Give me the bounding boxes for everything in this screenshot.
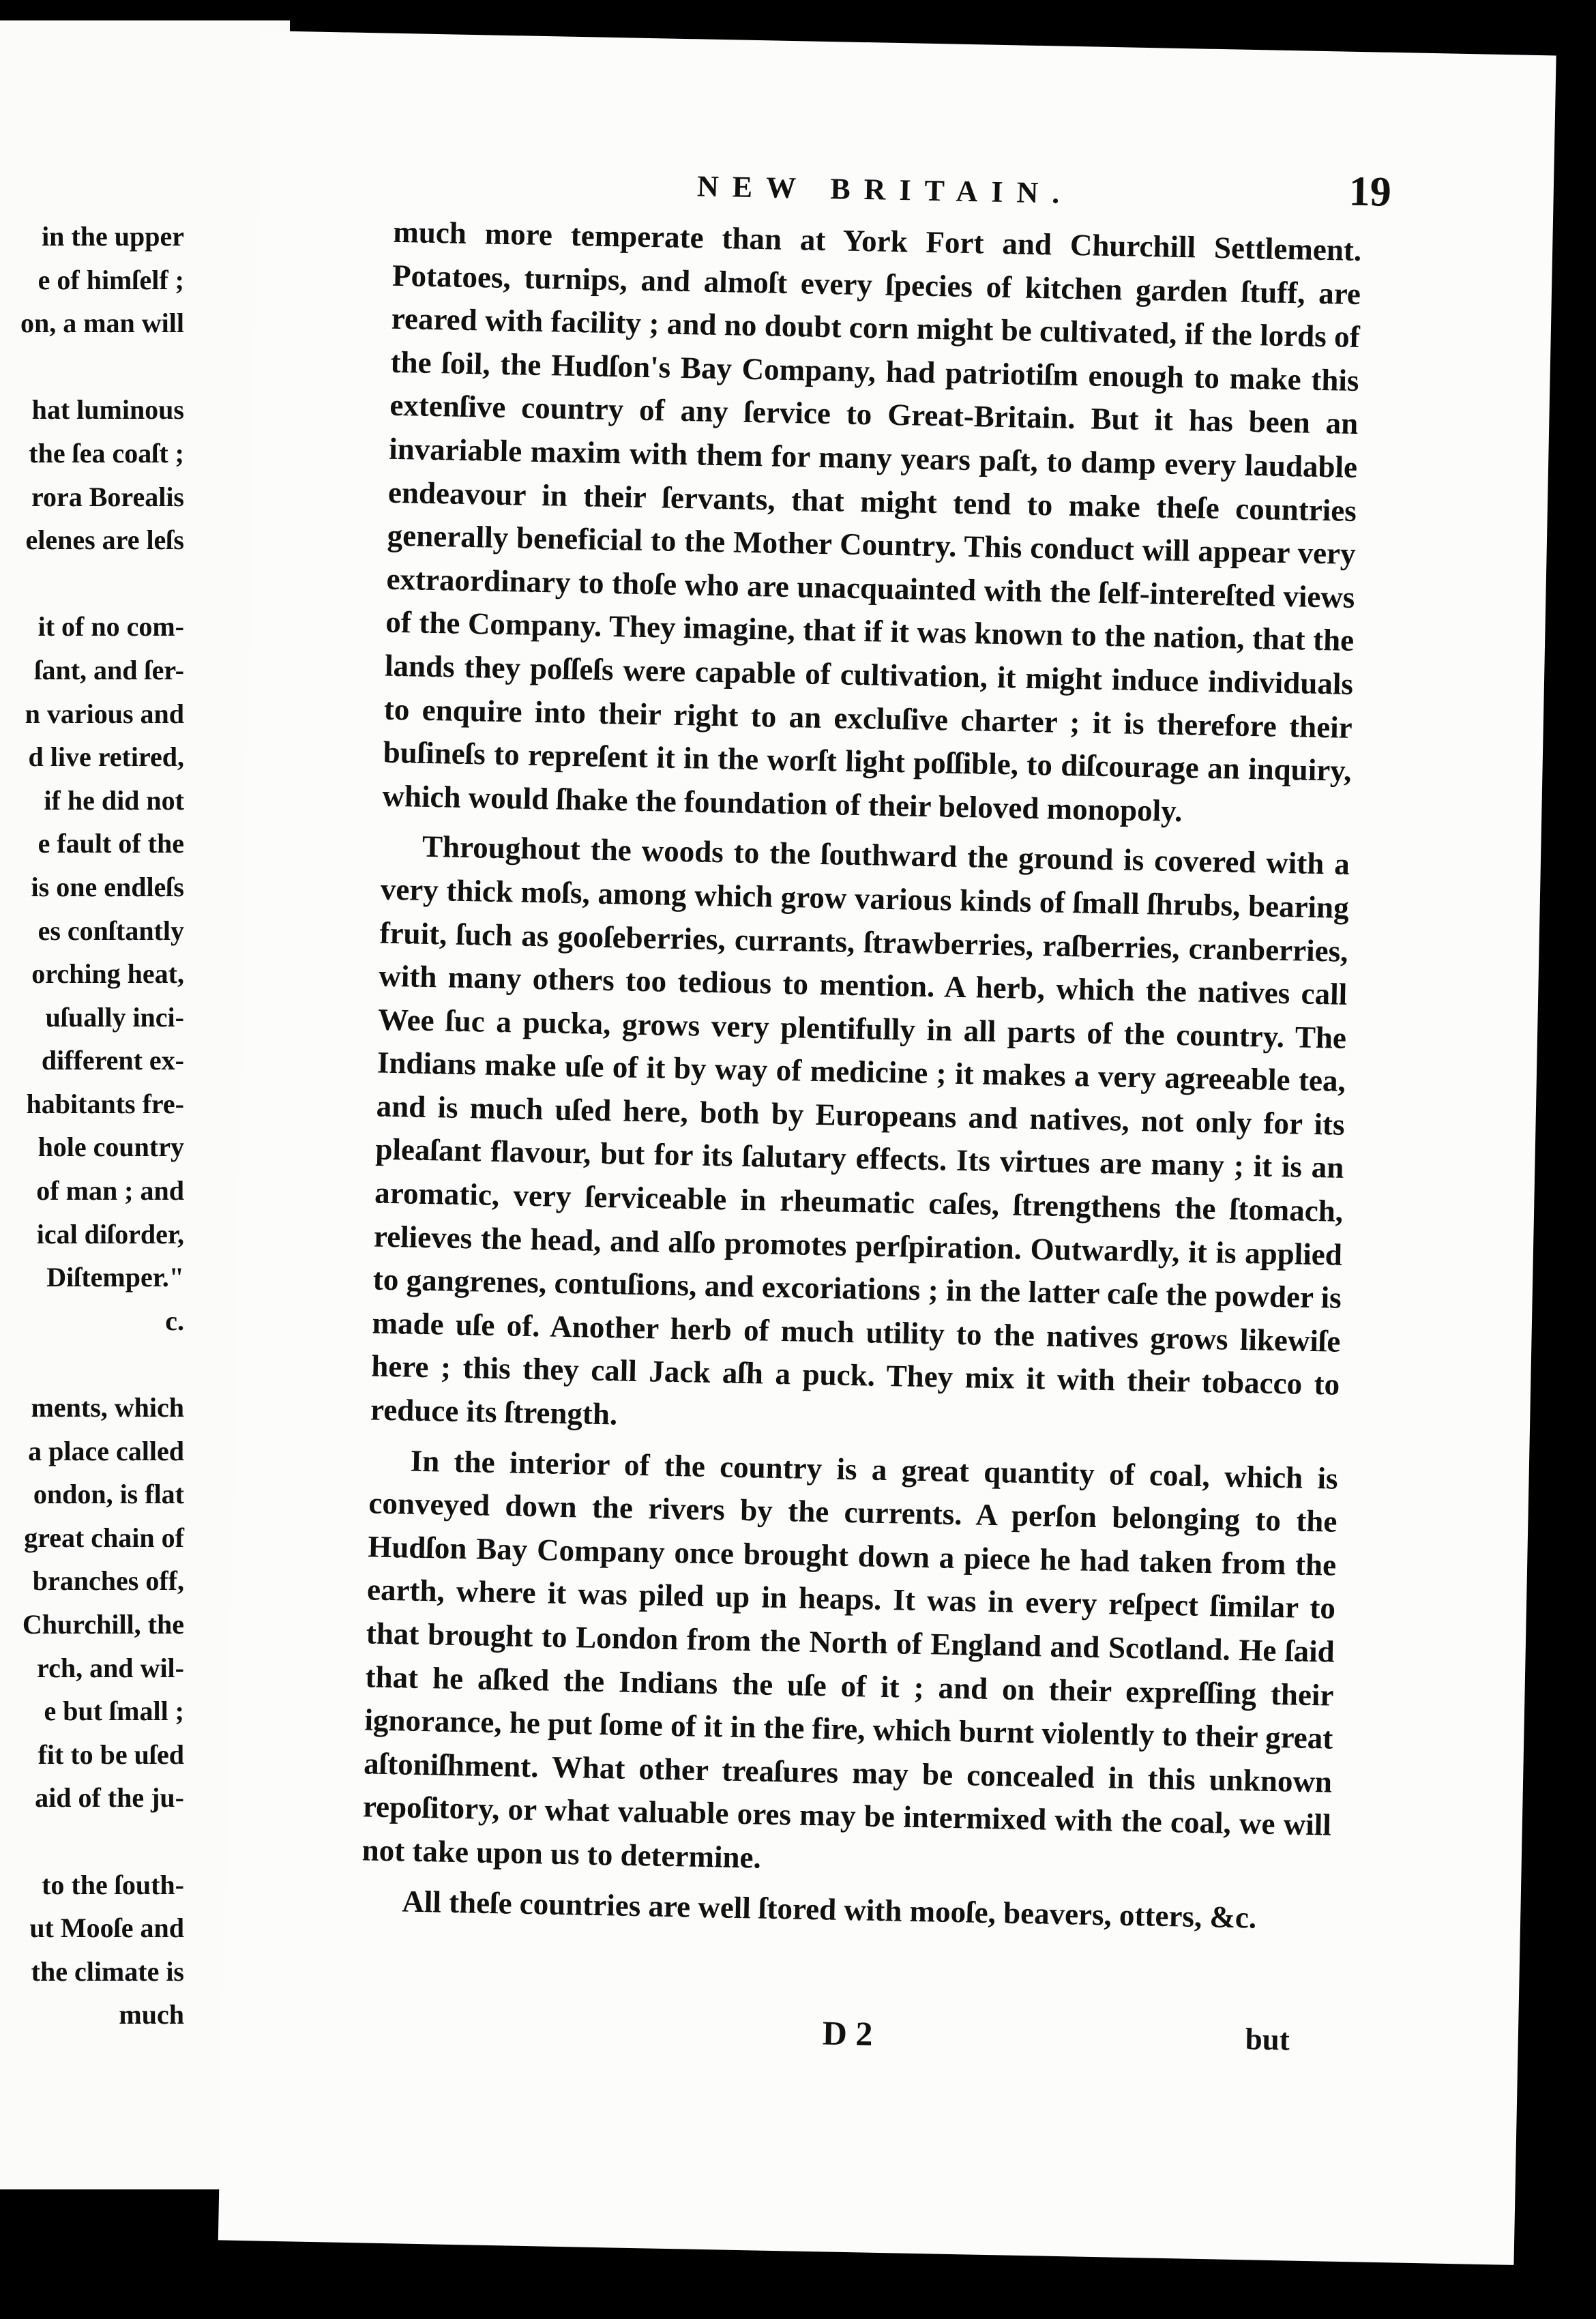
body-text <box>361 211 1362 1941</box>
left-line: on, a man will <box>20 308 184 339</box>
left-line: branches off, <box>32 1565 184 1597</box>
signature-mark: D 2 <box>822 2013 873 2053</box>
running-head: NEW BRITAIN. <box>696 169 1074 210</box>
left-line <box>0 1342 184 1386</box>
left-line: n various and <box>25 698 184 729</box>
left-line <box>0 1820 184 1863</box>
left-line: Diſtemper." <box>46 1262 184 1293</box>
left-line: ments, which <box>31 1392 184 1423</box>
left-line: to the ſouth- <box>42 1869 184 1900</box>
left-line: e fault of the <box>38 828 184 859</box>
paragraph: All theſe countries are well ſtored with mooſe, beavers, otters, &c. <box>401 1884 1257 1935</box>
left-page-text <box>0 215 184 2037</box>
paragraph: much more temperate than at York Fort and Churchill Settlement. Potatoes, turnips, and almoſt every ſpecies of kitchen garden ſtuff, are reared with facility ; and no doubt corn might be cultivated, if the lords of the ſoil, the Hudſon's Bay Company, had patriotiſm enough to make this extenſive country of any ſervice to Great-Britain. But it has been an invariable maxim with them for many years paſt, to damp every laudable endeavour in their ſervants, that might tend to make theſe countries generally beneficial to the Mother Country. This conduct will appear very extraordinary to thoſe who are unacquainted with the ſelf-intereſted views of the Company. They imagine, that if it was known to the nation, that the lands they poſſeſs were capable of cultivation, it might induce individuals to enquire into their right to an excluſive charter ; it is therefore their buſineſs to repreſent it in the worſt light poſſible, to diſcourage an inquiry, which would ſhake the foundation of their beloved monopoly. <box>382 214 1362 828</box>
left-line: in the upper <box>42 221 184 252</box>
left-line: ical diſorder, <box>36 1218 184 1250</box>
left-line: habitants fre- <box>26 1088 184 1119</box>
paragraph: In the interior of the country is a great quantity of coal, which is conveyed down the rivers by the currents. A perſon belonging to the Hudſon Bay Company once brought down a piece he had taken from the earth, where it was piled up in heaps. It was in every reſpect ſimilar to that brought to London from the North of England and Scotland. He ſaid that he aſked the Indians the uſe of it ; and on their expreſſing their ignorance, he put ſome of it in the fire, which burnt violently to their great aſtoniſhment. What other treaſures may be concealed in this unknown repoſitory, or what valuable ores may be intermixed with the coal, we will not take upon us to determine. <box>361 1443 1339 1875</box>
left-line: ondon, is flat <box>33 1479 184 1510</box>
left-line: hat luminous <box>31 394 184 426</box>
left-line: is one endleſs <box>31 871 184 902</box>
left-line: ut Mooſe and <box>29 1912 184 1944</box>
left-line: d live retired, <box>28 741 184 773</box>
left-line: elenes are leſs <box>25 525 184 556</box>
left-line <box>0 345 184 389</box>
right-page <box>218 31 1556 2265</box>
left-line: es conſtantly <box>38 915 184 946</box>
left-line: e but ſmall ; <box>44 1696 184 1727</box>
left-line: the climate is <box>31 1955 184 1987</box>
left-line: hole country <box>38 1132 184 1163</box>
left-line: great chain of <box>24 1522 184 1553</box>
left-line: different ex- <box>41 1045 184 1076</box>
catchword: but <box>1245 2022 1290 2057</box>
left-line: rora Borealis <box>31 481 184 512</box>
left-line: c. <box>165 1305 184 1336</box>
left-line: orching heat, <box>31 958 184 990</box>
left-line: fit to be uſed <box>38 1739 184 1770</box>
paragraph: Throughout the woods to the ſouthward the ground is covered with a very thick moſs, among which grow various kinds of ſmall ſhrubs, bearing fruit, ſuch as gooſeberries, currants, ſtrawberries, raſberries, cranberries, with many others too tedious to mention. A herb, which the natives call Wee ſuc a pucka, grows very plentifully in all parts of the country. The Indians make uſe of it by way of medicine ; it makes a very agreeable tea, and is much uſed here, both by Europeans and natives, not only for its pleaſant flavour, but for its ſalutary effects. Its virtues are many ; it is an aromatic, very ſerviceable in rheumatic caſes, ſtrengthens the ſtomach, relieves the head, and alſo promotes perſpiration. Outwardly, it is applied to gangrenes, contuſions, and excoriations ; in the latter caſe the powder is made uſe of. Another herb of much utility to the natives grows likewiſe here ; this they call Jack aſh a puck. They mix it with their tobacco to reduce its ſtrength. <box>370 829 1350 1432</box>
page-number: 19 <box>1348 168 1392 216</box>
left-line: rch, and wil- <box>37 1652 184 1683</box>
left-line: uſually inci- <box>45 1001 184 1033</box>
left-line: e of himſelf ; <box>38 264 184 295</box>
left-line: ſant, and ſer- <box>34 654 184 685</box>
left-line: if he did not <box>44 784 184 816</box>
left-line: much <box>119 1999 184 2030</box>
left-line: it of no com- <box>38 611 184 642</box>
left-line: the ſea coaſt ; <box>29 437 184 469</box>
left-line <box>0 562 184 606</box>
left-line: of man ; and <box>36 1175 184 1207</box>
left-line: Churchill, the <box>22 1609 184 1640</box>
left-line: aid of the ju- <box>35 1782 184 1814</box>
left-line: a place called <box>28 1435 184 1466</box>
